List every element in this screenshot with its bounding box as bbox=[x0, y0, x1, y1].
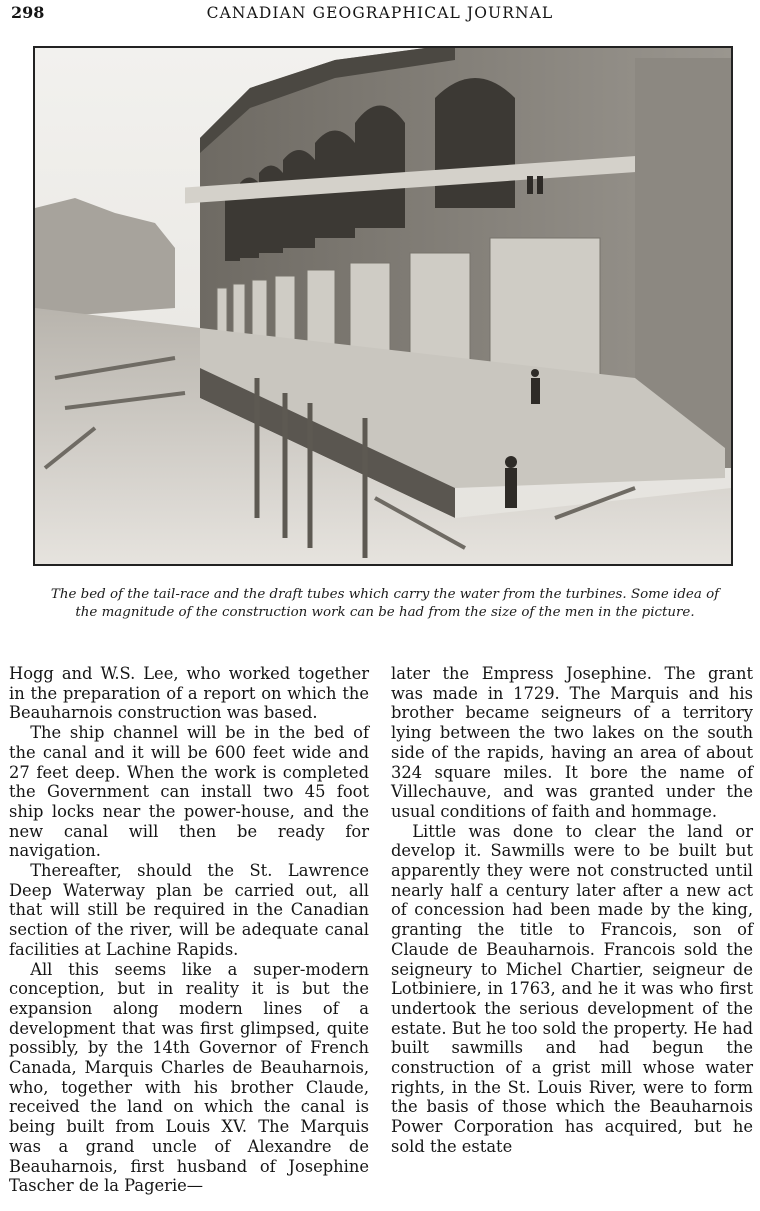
construction-photo bbox=[33, 46, 733, 566]
left-column bbox=[9, 664, 369, 1196]
page-header bbox=[0, 3, 760, 25]
right-paragraph-2: Little was done to clear the land or develop it. Sawmills were to be built but apparently they were not constructed until nearly half a century later after a new act of concession had been made by the king, granting the title to Francois, son of Claude de Beauharnois. Francois sold the seigneury to Michel Chartier, seigneur de Lotbiniere, in 1763, and he it was who first undertook the serious development of the estate. But he too sold the property. He had built sawmills and had begun the construction of a grist mill whose water rights, in the St. Louis River, were to form the basis of those which the Beauharnois Power Corporation has acquired, but he sold the estate bbox=[391, 821, 753, 1156]
left-paragraph-1: Hogg and W.S. Lee, who worked together in the preparation of a report on which the Beauharnois construction was based. bbox=[9, 664, 369, 723]
right-paragraph-1: later the Empress Josephine. The grant was made in 1729. The Marquis and his brother became seigneurs of a territory lying between the two lakes on the south side of the rapids, having an area of about 324 square miles. It bore the name of Villechauve, and was granted under the usual conditions of faith and hommage. bbox=[391, 664, 753, 821]
photo-illustration bbox=[35, 48, 731, 564]
figure-caption: The bed of the tail-race and the draft tubes which carry the water from the turbines. Some idea of the magnitude of the construction work can be had from the size of the men in the picture. bbox=[50, 587, 720, 620]
left-paragraph-4: All this seems like a super-modern conception, but in reality it is but the expansion along modern lines of a development that was first glimpsed, quite possibly, by the 14th Governor of French Canada, Marquis Charles de Beauharnois, who, together with his brother Claude, received the land on which the canal is being built from Louis XV. The Marquis was a grand uncle of Alexandre de Beauharnois, first husband of Josephine Tascher de la Pagerie— bbox=[9, 959, 369, 1196]
left-paragraph-2: The ship channel will be in the bed of the canal and it will be 600 feet wide and 27 feet deep. When the work is completed the Government can install two 45 foot ship locks near the power-house, and the new canal will then be ready for navigation. bbox=[9, 723, 369, 861]
running-head: CANADIAN GEOGRAPHICAL JOURNAL bbox=[206, 4, 554, 22]
right-column bbox=[391, 664, 753, 1157]
left-paragraph-3: Thereafter, should the St. Lawrence Deep Waterway plan be carried out, all that will still be required in the Canadian section of the river, will be adequate canal facilities at Lachine Rapids. bbox=[9, 861, 369, 959]
page-number: 298 bbox=[11, 3, 45, 22]
